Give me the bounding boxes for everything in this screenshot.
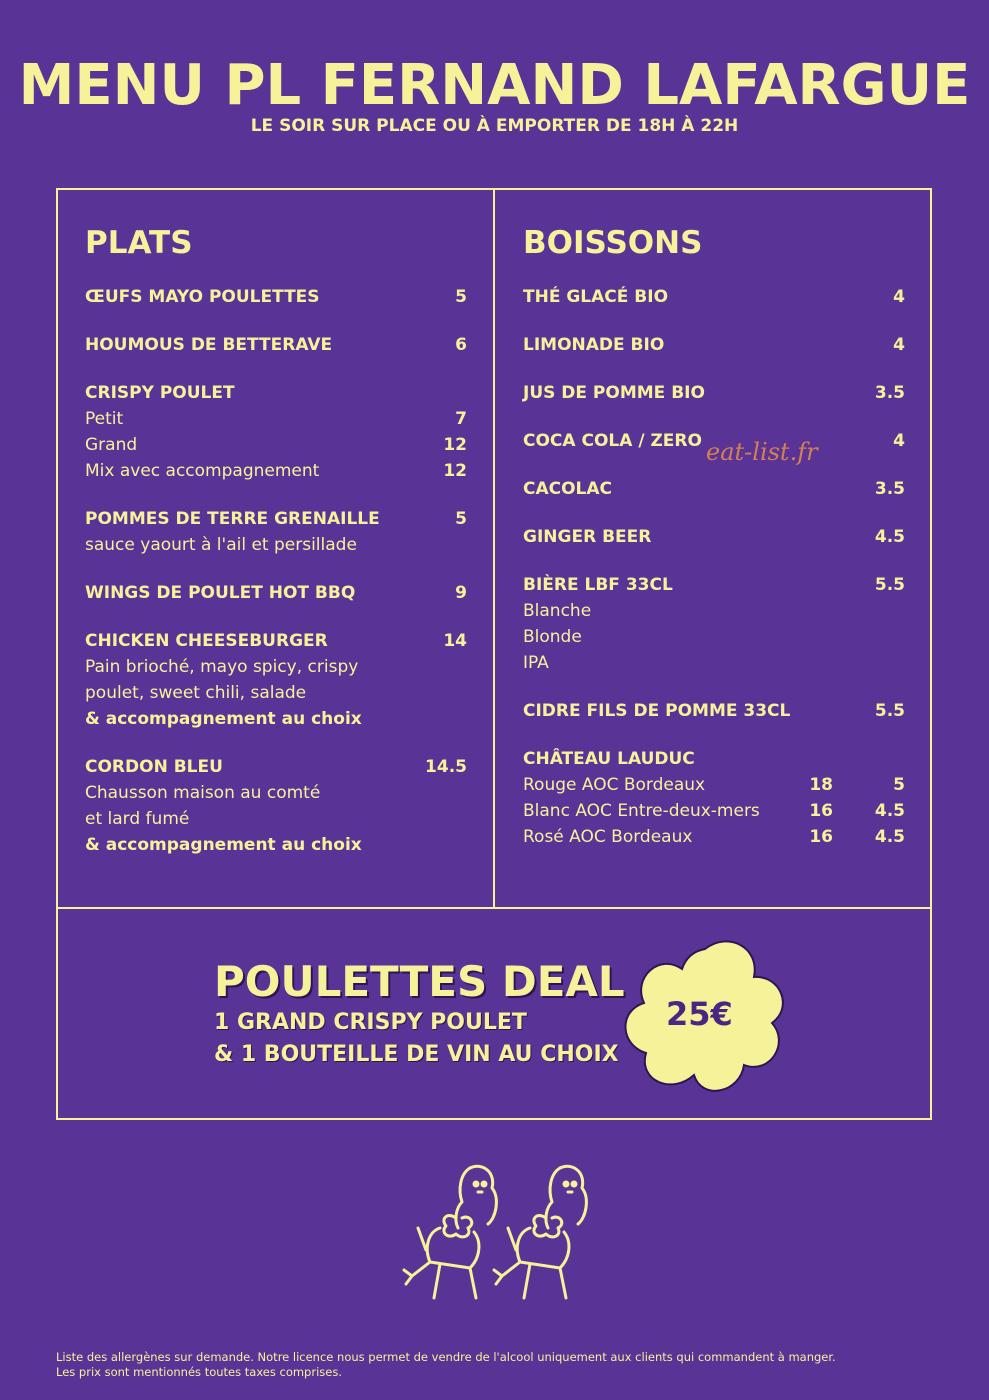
menu-title: MENU PL FERNAND LAFARGUE [18, 53, 971, 118]
item-name: CRISPY POULET [85, 383, 235, 403]
menu-item [523, 476, 905, 502]
deal-title: POULETTES DEAL [214, 957, 625, 1006]
option-price: 7 [455, 409, 467, 429]
item-price: 6 [455, 335, 467, 355]
wine-row [523, 772, 905, 798]
item-price: 5 [455, 509, 467, 529]
item-name: CACOLAC [523, 479, 613, 499]
menu-item [523, 284, 905, 310]
wine-row [523, 824, 905, 850]
chicken-right-icon [494, 1166, 586, 1298]
footer-line: Les prix sont mentionnés toutes taxes comprises. [56, 1365, 342, 1379]
glass-price: 4.5 [874, 801, 905, 821]
item-price: 5.5 [874, 575, 905, 595]
menu-item [85, 380, 467, 484]
chicken-mascots-illustration [400, 1158, 590, 1308]
plats-section [85, 222, 467, 880]
item-extra: & accompagnement au choix [85, 835, 362, 855]
menu-item [85, 284, 467, 310]
option-label: Blonde [523, 627, 582, 647]
item-name: JUS DE POMME BIO [523, 383, 705, 403]
item-description: poulet, sweet chili, salade [85, 683, 307, 703]
item-price: 4.5 [874, 527, 905, 547]
item-name: WINGS DE POULET HOT BBQ [85, 583, 356, 603]
option-price: 12 [443, 435, 467, 455]
menu-item [523, 698, 905, 724]
item-name: CORDON BLEU [85, 757, 223, 777]
section-divider [56, 907, 932, 909]
item-description: et lard fumé [85, 809, 190, 829]
menu-item [85, 506, 467, 558]
menu-item [85, 580, 467, 606]
plats-heading: PLATS [85, 225, 193, 261]
column-divider [493, 188, 495, 908]
item-name: COCA COLA / ZERO [523, 431, 702, 451]
bottle-price: 18 [809, 775, 833, 795]
footer-line: Liste des allergènes sur demande. Notre licence nous permet de vendre de l'alcool uniquement aux clients qui commandent à manger. [56, 1350, 836, 1364]
item-price: 5.5 [874, 701, 905, 721]
item-price: 14 [443, 631, 467, 651]
item-name: CHICKEN CHEESEBURGER [85, 631, 328, 651]
menu-item [523, 332, 905, 358]
menu-subtitle: LE SOIR SUR PLACE OU À EMPORTER DE 18H À 22H [250, 116, 739, 136]
item-name: CIDRE FILS DE POMME 33CL [523, 701, 791, 721]
option-label: IPA [523, 653, 549, 673]
item-description: Pain brioché, mayo spicy, crispy [85, 657, 359, 677]
bottle-price: 16 [809, 801, 833, 821]
item-price: 5 [455, 287, 467, 307]
item-price: 4 [893, 287, 905, 307]
item-name: CHÂTEAU LAUDUC [523, 749, 695, 769]
menu-item [523, 746, 905, 850]
bottle-price: 16 [809, 827, 833, 847]
item-name: ŒUFS MAYO POULETTES [85, 287, 320, 307]
item-price: 3.5 [874, 479, 905, 499]
item-extra: & accompagnement au choix [85, 709, 362, 729]
item-name: HOUMOUS DE BETTERAVE [85, 335, 333, 355]
menu-item [85, 332, 467, 358]
wine-label: Rouge AOC Bordeaux [523, 775, 706, 795]
menu-item [523, 380, 905, 406]
chicken-left-icon [404, 1166, 496, 1298]
option-label: Petit [85, 409, 124, 429]
item-name: POMMES DE TERRE GRENAILLE [85, 509, 380, 529]
item-description: Chausson maison au comté [85, 783, 321, 803]
item-price: 9 [455, 583, 467, 603]
wine-label: Rosé AOC Bordeaux [523, 827, 693, 847]
menu-item [85, 628, 467, 732]
item-name: LIMONADE BIO [523, 335, 665, 355]
deal-price: 25€ [666, 995, 733, 1033]
item-price: 4 [893, 335, 905, 355]
deal-line: 1 GRAND CRISPY POULET [214, 1010, 527, 1035]
item-description: sauce yaourt à l'ail et persillade [85, 535, 357, 555]
option-label: Mix avec accompagnement [85, 461, 320, 481]
option-label: Blanche [523, 601, 592, 621]
item-price: 14.5 [425, 757, 467, 777]
item-name: THÉ GLACÉ BIO [523, 287, 669, 307]
deal-line: & 1 BOUTEILLE DE VIN AU CHOIX [214, 1042, 619, 1067]
menu-item [523, 524, 905, 550]
option-label: Grand [85, 435, 138, 455]
watermark: eat-list.fr [706, 438, 818, 466]
boissons-heading: BOISSONS [523, 225, 703, 261]
glass-price: 4.5 [874, 827, 905, 847]
glass-price: 5 [893, 775, 905, 795]
wine-row [523, 798, 905, 824]
item-price: 4 [893, 431, 905, 451]
menu-item [523, 572, 905, 676]
footer-notes [56, 1350, 936, 1380]
wine-label: Blanc AOC Entre-deux-mers [523, 801, 760, 821]
item-price: 3.5 [874, 383, 905, 403]
item-name: BIÈRE LBF 33CL [523, 575, 673, 595]
item-name: GINGER BEER [523, 527, 652, 547]
menu-item [85, 754, 467, 858]
boissons-section [523, 222, 905, 872]
option-price: 12 [443, 461, 467, 481]
